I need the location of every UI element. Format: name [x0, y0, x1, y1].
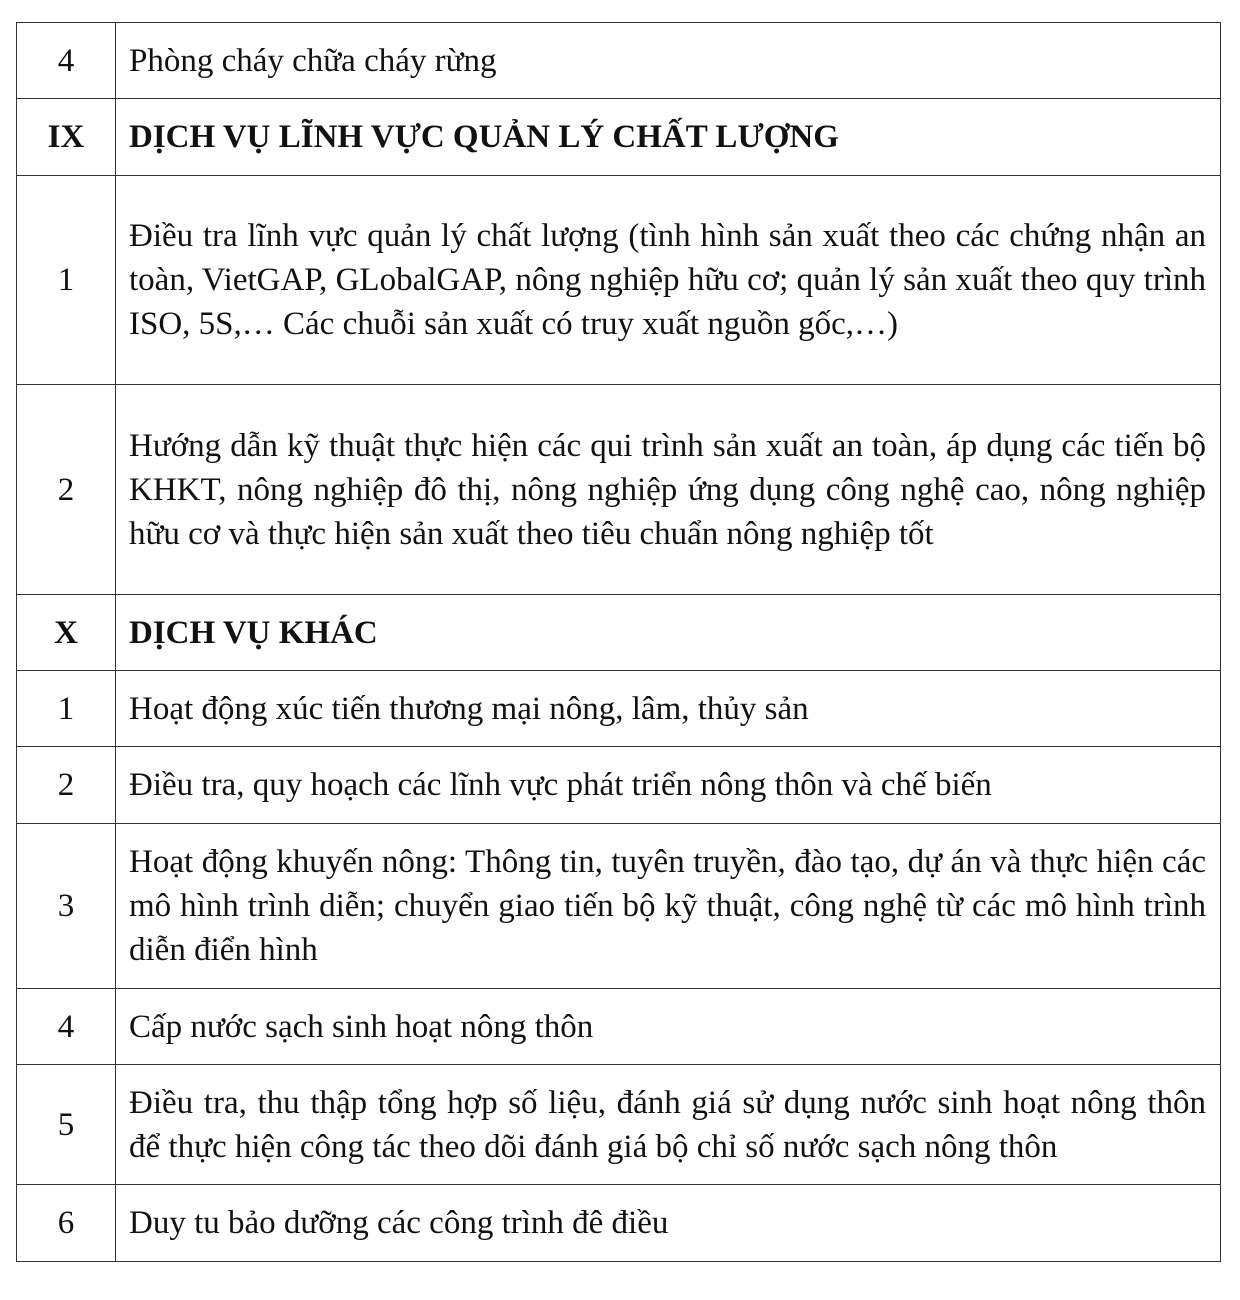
table-row	[17, 747, 1221, 824]
row-text: Hoạt động khuyến nông: Thông tin, tuyên truyền, đào tạo, dự án và thực hiện các mô hình trình diễn; chuyển giao tiến bộ kỹ thuật, công nghệ từ các mô hình trình diễn điển hình	[116, 824, 1221, 989]
services-table	[16, 22, 1221, 1262]
row-text: Điều tra, quy hoạch các lĩnh vực phát triển nông thôn và chế biến	[116, 747, 1221, 824]
section-title: DỊCH VỤ LĨNH VỰC QUẢN LÝ CHẤT LƯỢNG	[116, 99, 1221, 176]
table-row	[17, 824, 1221, 989]
row-number: 4	[17, 989, 116, 1065]
row-text: Điều tra lĩnh vực quản lý chất lượng (tình hình sản xuất theo các chứng nhận an toàn, VietGAP, GLobalGAP, nông nghiệp hữu cơ; quản lý sản xuất theo quy trình ISO, 5S,… Các chuỗi sản xuất có truy xuất nguồn gốc,…)	[116, 176, 1221, 385]
row-text: Hoạt động xúc tiến thương mại nông, lâm, thủy sản	[116, 671, 1221, 747]
section-number: X	[17, 595, 116, 671]
row-number: 1	[17, 176, 116, 385]
row-number: 5	[17, 1065, 116, 1185]
table-row	[17, 1185, 1221, 1262]
row-text: Cấp nước sạch sinh hoạt nông thôn	[116, 989, 1221, 1065]
row-number: 2	[17, 385, 116, 595]
row-text: Điều tra, thu thập tổng hợp số liệu, đánh giá sử dụng nước sinh hoạt nông thôn để thực hiện công tác theo dõi đánh giá bộ chỉ số nước sạch nông thôn	[116, 1065, 1221, 1185]
section-number: IX	[17, 99, 116, 176]
row-text: Phòng cháy chữa cháy rừng	[116, 23, 1221, 99]
row-number: 2	[17, 747, 116, 824]
row-number: 3	[17, 824, 116, 989]
section-title: DỊCH VỤ KHÁC	[116, 595, 1221, 671]
row-number: 4	[17, 23, 116, 99]
table-row	[17, 176, 1221, 385]
table-row	[17, 671, 1221, 747]
table-row	[17, 385, 1221, 595]
section-row	[17, 595, 1221, 671]
row-number: 1	[17, 671, 116, 747]
row-number: 6	[17, 1185, 116, 1262]
section-row	[17, 99, 1221, 176]
table-row	[17, 989, 1221, 1065]
row-text: Hướng dẫn kỹ thuật thực hiện các qui trình sản xuất an toàn, áp dụng các tiến bộ KHKT, nông nghiệp đô thị, nông nghiệp ứng dụng công nghệ cao, nông nghiệp hữu cơ và thực hiện sản xuất theo tiêu chuẩn nông nghiệp tốt	[116, 385, 1221, 595]
row-text: Duy tu bảo dưỡng các công trình đê điều	[116, 1185, 1221, 1262]
table-row	[17, 1065, 1221, 1185]
table-row	[17, 23, 1221, 99]
